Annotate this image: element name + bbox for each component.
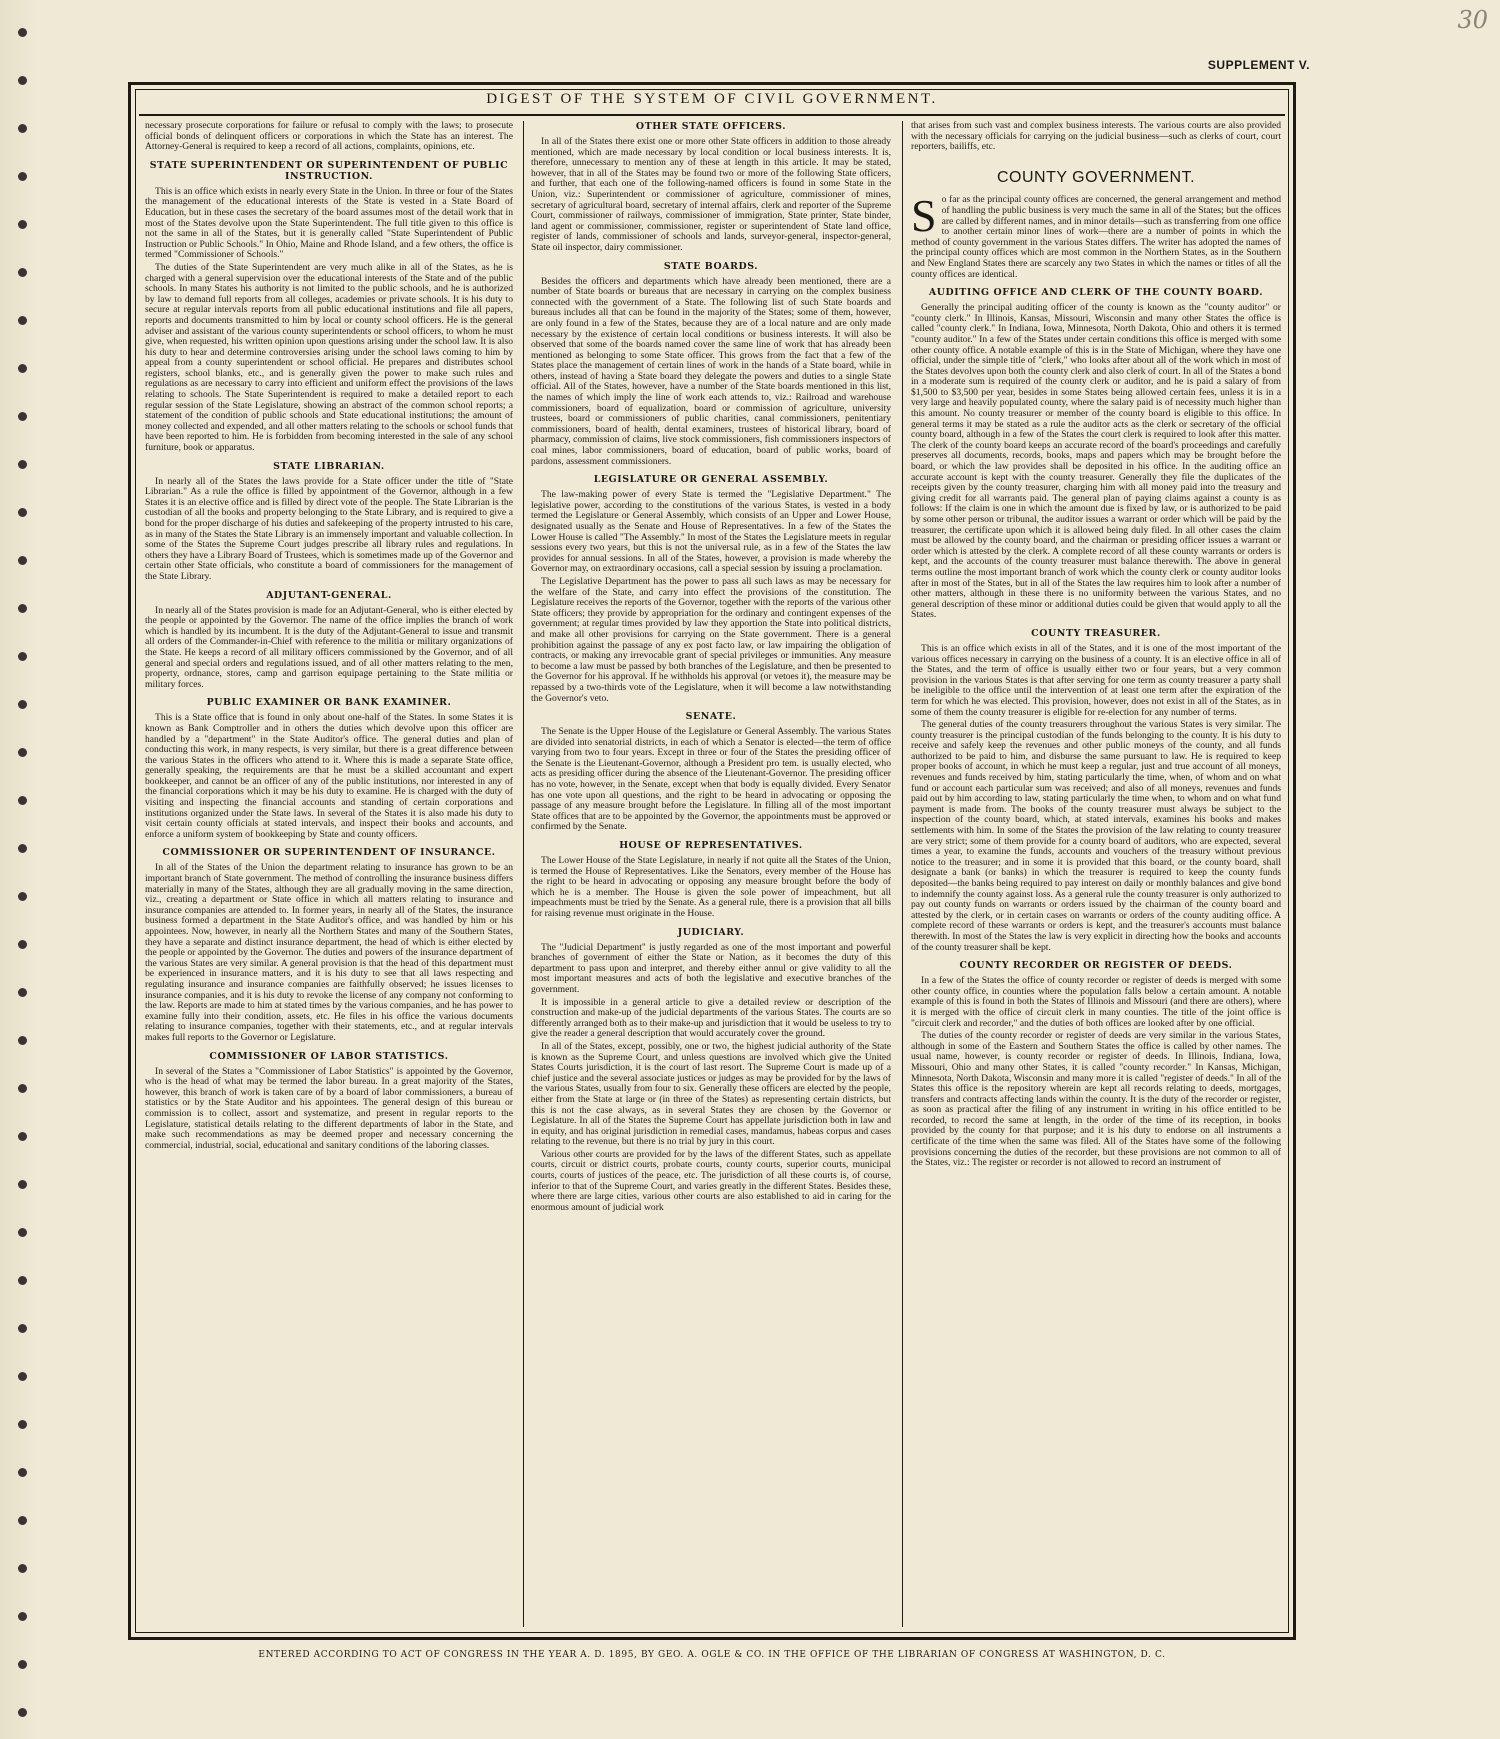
- county-intro-paragraph: [911, 190, 1281, 280]
- column-1: [145, 121, 513, 1627]
- paragraph: Generally the principal auditing officer of the county is known as the "county auditor" or "county clerk." In Illinois, Kansas, Missouri, Wisconsin and many other States the office is called "county clerk." In Indiana, Iowa, Minnesota, North Dakota, Ohio and others it is termed "county auditor." In a few of the States under certain conditions this office is merged with some other county office. A notable example of this is in the State of Michigan, where they have one official, under the simple title of "clerk," who looks after about all of the work which in most of the States devolves upon both the county clerk and also clerk of court. In all of the States a bond in a moderate sum is required of the county clerk or auditor, and he is paid a salary of from $1,500 to $3,500 per year, besides in some States being allowed certain fees, unless it is in a very large and heavily populated county, where the salary paid is of necessity much higher than this amount. No county treasurer or member of the county board is eligible to this office. In general terms it may be stated as a rule the auditor acts as the clerk or secretary of the official county board, although in a few of the States the court clerk is required to look after this matter. The clerk of the county board keeps an accurate record of the board's proceedings and carefully preserves all documents, records, books, maps and papers which may be brought before the board, or which the law provides shall be deposited in his office. In the auditing office an accurate account is kept with the county treasurer. Generally they file the duplicates of the receipts given by the county treasurer, charging him with all money paid into the treasury and giving credit for all warrants paid. The general plan of paying claims against a county is as follows: If the claim is one in which the amount due is fixed by law, or is authorized to be paid by some other person or tribunal, the auditor issues a warrant or order which will be paid by the treasurer, the certificate upon which it is allowed being duly filed. In all other cases the claim must be allowed by the county board, and the chairman or presiding officer issues a warrant or order which is attested by the clerk. A complete record of all these county warrants or orders is kept, and the accounts of the county treasurer must balance therewith. The above in general terms outline the most important branch of work which the county clerk or county auditor looks after in most of the States, but in all of the States the law requires him to look after a number of other matters, although in these there is no uniformity between the various States, and no general description of these minor or additional duties could be given that would apply to all the States.: [911, 302, 1281, 621]
- section-heading: COUNTY TREASURER.: [1031, 627, 1161, 639]
- drop-cap: S: [911, 190, 937, 242]
- section-heading: STATE BOARDS.: [663, 260, 759, 272]
- paragraph: In all of the States of the Union the department relating to insurance has grown to be an important branch of State government. The method of controlling the insurance business differs materially in many of the States, although they are all gradually moving in the same direction, viz., creating a department or State office in which all matters relating to insurance and insurance companies are attended to. In former years, in nearly all of the States, the insurance business formed a department in the State Auditor's office, and was handled by him or his appointees. Now, however, in nearly all the Northern States and many of the Southern States, they have a separate and distinct insurance department, the head of which is either elected by the people or appointed by the Governor. The duties and powers of the insurance department of the various States are very similar. A general provision is that the head of this department must be experienced in insurance matters, and it is his duty to see that all laws respecting and regulating insurance and insurance companies are faithfully observed; he issues licenses to insurance companies, and it is his duty to revoke the license of any company not conforming to the law. Reports are made to him at stated times by the various companies, and he has power to examine fully into their condition, assets, etc. He files in his office the various documents relating to insurance companies, together with their statements, etc., and at regular intervals makes full reports to the Governor or Legislature.: [145, 862, 513, 1043]
- paragraph: This is an office which exists in all of the States, and it is one of the most important of the various offices necessary in carrying on the business of a county. It is an elective office in all of the States, and the term of office is usually either two or four years, but a very common provision in the various States is that after serving for one term as county treasurer a party shall be ineligible to the office until the intervention of at least one term after the expiration of the term for which he was elected. This provision, however, does not exist in all of the States, as in some of them the county treasurer is eligible for re-election for any number of terms.: [911, 642, 1281, 718]
- paragraph: It is impossible in a general article to give a detailed review or description of the construction and make-up of the judicial departments of the various States. The courts are so differently arranged both as to their make-up and jurisdiction that it would be useless to try to give the reader a general description that would accurately cover the ground.: [531, 996, 891, 1040]
- paragraph-text: o far as the principal county offices are concerned, the general arrangement and method of handling the public business is very much the same in all of the States; but the offices are called by different names, and in minor details—such as transferring from one office to another certain minor lines of work—there are a number of points in which the method of county government in the various States differs. The writer has adopted the names of the principal county offices which are most common in the Northern States, as in the Southern and New England States there are scarcely any two States in which the names or titles of all the county offices are identical.: [911, 194, 1281, 280]
- copyright-footer: ENTERED ACCORDING TO ACT OF CONGRESS IN THE YEAR A. D. 1895, BY GEO. A. OGLE & CO. IN THE OFFICE OF THE LIBRARIAN OF CONGRESS AT WASHINGTON, D. C.: [258, 1650, 1166, 1660]
- section-heading: PUBLIC EXAMINER OR BANK EXAMINER.: [206, 697, 452, 709]
- section-heading: COUNTY RECORDER OR REGISTER OF DEEDS.: [959, 960, 1233, 972]
- document-frame: [128, 82, 1296, 1640]
- paragraph: that arises from such vast and complex business interests. The various courts are also provided with the necessary officials for carrying on the judicial business—such as clerks of court, court reporters, bailiffs, etc.: [911, 121, 1281, 153]
- paragraph: The general duties of the county treasurers throughout the various States is very similar. The county treasurer is the principal custodian of the funds belonging to the county. It is his duty to receive and safely keep the revenues and other public moneys of the county, and all funds authorized to be paid to him, and disburse the same pursuant to law. He is required to keep proper books of account, in which he must keep a regular, just and true account of all moneys, revenues and funds received by him, stating particularly the time, when, of whom and on what fund or account each particular sum was received; and also of all moneys, revenues and funds paid out by him according to law, stating particularly the time when, to whom and on what fund payment is made from. The books of the county treasurer must always be subject to the inspection of the county board, which, at stated intervals, examines his books and makes settlements with him. In some of the States the provision of the law relating to county treasurer are very strict; some of them provide for a county board of auditors, who are expected, several times a year, to examine the funds, accounts and vouchers of the treasury without previous notice to the treasurer; and in some it is provided that this board, or the county board, shall designate a bank (or banks) in which the treasurer is required to keep the county funds deposited—the banks being required to pay interest on daily or monthly balances and give bond to indemnify the county against loss. As a general rule the county treasurer is only authorized to pay out county funds on warrants or orders issued by the chairman of the county board and attested by the clerk, or in certain cases on warrants or orders of the county auditing office. A complete record of these warrants or orders is kept, and the treasurer's accounts must balance therewith. In most of the States the law is very explicit in directing how the books and accounts of the county treasurer shall be kept.: [911, 719, 1281, 953]
- section-heading: HOUSE OF REPRESENTATIVES.: [619, 840, 803, 852]
- paragraph: In all of the States there exist one or more other State officers in addition to those already mentioned, which are made necessary by local condition or local business interests. It is, therefore, unnecessary to mention any of these at length in this article. It may be stated, however, that in all of the States may be found two or more of the following State officers, and further, that each one of the following-named officers is found in some State in the Union, viz.: Superintendent or commissioner of agriculture, commissioner of mines, secretary of agricultural board, secretary of internal affairs, clerk and reporter of the Supreme Court, commissioner of railways, commissioner of immigration, State printer, State binder, land agent or commissioner, commissioner, register or superintendent of State land office, register of lands, commissioner of schools and lands, surveyor-general, inspector-general, State oil inspector, dairy commissioner.: [531, 136, 891, 253]
- column-divider: [523, 121, 524, 1627]
- column-divider: [902, 121, 903, 1627]
- section-heading: COMMISSIONER OR SUPERINTENDENT OF INSURANCE.: [162, 847, 496, 859]
- paragraph: necessary prosecute corporations for failure or refusal to comply with the laws; to prosecute official bonds of delinquent officers or corporations in which the State has an interest. The Attorney-General is required to keep a record of all actions, complaints, opinions, etc.: [145, 121, 513, 153]
- section-heading: JUDICIARY.: [677, 926, 745, 938]
- section-heading: SENATE.: [685, 711, 737, 723]
- column-3: [911, 121, 1281, 1627]
- paragraph: This is a State office that is found in only about one-half of the States. In some States it is known as Bank Comptroller and in others the duties which devolve upon this officer are handled by a "department" in the State Auditor's office. The general duties and plan of conducting this work, in many respects, is very similar, but there is a great difference between the various States in the officers who attend to it. Where this is made a separate State office, generally speaking, the requirements are that he must be a skilled accountant and expert bookkeeper, and cannot be an officer of any of the public institutions, nor interested in any of the financial corporations which it may be his duty to examine. He is charged with the duty of visiting and inspecting the financial accounts and standing of certain corporations and institutions organized under the State laws. In several of the States it is also made his duty to visit certain county officials at stated intervals, and inspect their books and accounts, and enforce a uniform system of bookkeeping by State and county officers.: [145, 712, 513, 840]
- paragraph: The duties of the State Superintendent are very much alike in all of the States, as he is charged with a general supervision over the educational interests of the State and of the public schools. In many States his authority is not limited to the public schools, and he is authorized by law to demand full reports from all colleges, academies or private schools. It is his duty to secure at regular intervals reports from all public educational institutions and file all papers, reports and documents transmitted to him by local or county school officers. He is the general adviser and assistant of the various county superintendents or school officers, to whom he must give, when requested, his written opinion upon questions arising under the school law. It is also his duty to hear and determine controversies arising under the school laws coming to him by appeal from a county superintendent or school official. He prepares and distributes school registers, school blanks, etc., and is generally given the power to make such rules and regulations as are necessary to carry into efficient and uniform effect the provisions of the laws relating to schools. The State Superintendent is required to make a detailed report to each regular session of the State Legislature, showing an abstract of the common school reports; a statement of the condition of public schools and State educational institutions; the amount of money collected and expended, and all other matters relating to the schools or school funds that have been reported to him. He is forbidden from becoming interested in the sale of any school furniture, book or apparatus.: [145, 261, 513, 454]
- section-heading: LEGISLATURE OR GENERAL ASSEMBLY.: [593, 474, 829, 486]
- paragraph: The Lower House of the State Legislature, in nearly if not quite all the States of the Union, is termed the House of Representatives. Like the Senators, every member of the House has the right to be heard in advocating or opposing any measure brought before the body of which he is a member. The House is given the sole power of impeachment, but all impeachments must be tried by the Senate. As a general rule, there is a provision that all bills for raising revenue must originate in the House.: [531, 855, 891, 919]
- paragraph: Besides the officers and departments which have already been mentioned, there are a number of State boards or bureaus that are necessary in carrying on the complex business connected with the government of a State. The following list of such State boards and bureaus includes all that can be found in the majority of the States; some of them, however, are only found in a few of the States, because they are of a local nature and are only made necessary by the existence of certain local conditions or business interests. It will also be observed that some of the boards named cover the same line of work that has already been mentioned as belonging to some State officer. This grows from the fact that a few of the States place the management of certain lines of work in the hands of a State board, while in others, instead of having a State board they delegate the powers and duties to a single State official. All of the States, however, have a number of the State boards mentioned in this list, the names of which imply the line of work each attends to, viz.: Railroad and warehouse commissioners, board of equalization, board or commission of agriculture, university trustees, board or commissioners of public charities, canal commissioners, penitentiary commissioners, board of health, dental examiners, trustees of historical library, board of pharmacy, commission of claims, live stock commissioners, fish commissioners inspectors of coal mines, labor commissioners, board of education, board of public works, board of pardons, assessment commissioners.: [531, 275, 891, 467]
- section-heading: STATE SUPERINTENDENT OR SUPERINTENDENT OF PUBLIC INSTRUCTION.: [149, 159, 509, 182]
- paragraph: In nearly all of the States provision is made for an Adjutant-General, who is either elected by the people or appointed by the Governor. The name of the office implies the branch of work which is handled by its incumbent. It is the duty of the Adjutant-General to issue and transmit all orders of the Commander-in-Chief with reference to the militia or military organizations of the State. He keeps a record of all military officers commissioned by the Governor, and of all general and special orders and regulations issued, and of all other matters relating to the men, property, ordnance, stores, camp and garrison equipage pertaining to the State militia or military forces.: [145, 604, 513, 690]
- paragraph: The Senate is the Upper House of the Legislature or General Assembly. The various States are divided into senatorial districts, in each of which a Senator is elected—the term of office varying from two to four years. Except in three or four of the States the presiding officer of the Senate is the Lieutenant-Governor, although a President pro tem. is usually elected, who acts as presiding officer during the absence of the Lieutenant-Governor. The presiding officer has no vote, however, in the Senate, except when that body is equally divided. Every Senator has one vote upon all questions, and the right to be heard in advocating or opposing the passage of any measure brought before the Legislature. In filling all of the most important State offices that are to be appointed by the Governor, the appointments must be approved or confirmed by the Senate.: [531, 726, 891, 833]
- section-heading: AUDITING OFFICE AND CLERK OF THE COUNTY BOARD.: [928, 287, 1264, 299]
- paragraph: The Legislative Department has the power to pass all such laws as may be necessary for the welfare of the State, and carry into effect the provisions of the constitution. The Legislature receives the reports of the Governor, together with the reports of the various other State officers; they provide by appropriation for the ordinary and contingent expenses of the government; at regular times provided by law they apportion the State into political districts, and make all other provisions for carrying on the State government. There is a general prohibition against the passage of any ex post facto law, or law impairing the obligation of contracts, or making any irrevocable grant of special privileges or immunities. Any measure to become a law must be passed by both branches of the Legislature, and then be presented to the Governor for his approval. If he withholds his approval (or vetoes it), the measure may be repassed by a two-thirds vote of the Legislature, when it will become a law notwithstanding the Governor's veto.: [531, 575, 891, 704]
- section-heading: STATE LIBRARIAN.: [273, 460, 385, 472]
- paragraph: The duties of the county recorder or register of deeds are very similar in the various States, although in some of the Eastern and Southern States the office is called by other names. The usual name, however, is county recorder or register of deeds. In Illinois, Indiana, Iowa, Missouri, Ohio and many other States, it is called "county recorder." In Kansas, Michigan, Minnesota, North Dakota, Wisconsin and many more it is called "register of deeds." In all of the States this office is the repository wherein are kept all records relating to deeds, mortgages, transfers and contracts affecting lands within the county. It is the duty of the recorder or register, as soon as practical after the filing of any instrument in writing in his office entitled to be recorded, to record the same at length, in the order of the time of its reception, in books provided by the county for that purpose; and it is his duty to endorse on all instruments a certificate of the time when the same was filed. All of the States have some of the following provisions concerning the duties of the recorder, but these provisions are not common to all of the States, viz.: The register or recorder is not allowed to record an instrument of: [911, 1030, 1281, 1169]
- paragraph: The "Judicial Department" is justly regarded as one of the most important and powerful branches of government of either the State or Nation, as it becomes the duty of this department to pass upon and interpret, and thereby either annul or give validity to all the most important measures and acts of both the legislative and executive branches of the government.: [531, 941, 891, 995]
- paragraph: The law-making power of every State is termed the "Legislative Department." The legislative power, according to the constitutions of the various States, is vested in a body termed the Legislature or General Assembly, which consists of an Upper and Lower House, designated usually as the Senate and House of Representatives. In a few of the States the Lower House is called "The Assembly." In most of the States the Legislature meets in regular sessions every two years, but this is not the universal rule, as in a few of the States the law provides for annual sessions. In all of the States, however, a provision is made whereby the Governor may, on extraordinary occasions, call a special session by issuing a proclamation.: [531, 489, 891, 575]
- paragraph: In all of the States, except, possibly, one or two, the highest judicial authority of the State is known as the Supreme Court, and unless questions are involved which give the United States Courts jurisdiction, it is the court of last resort. The Supreme Court is made up of a chief justice and the several associate justices or judges as may be provided for by the laws of the various States, usually from four to six. Generally these officers are elected by the people, either from the State at large or (in three of the States) as representing certain districts, but this is not the case always, as in several States they are chosen by the Governor or Legislature. In all of the States the Supreme Court has appellate jurisdiction both in law and in equity, and has original jurisdiction in remedial cases, mandamus, habeas corpus and cases relating to the revenue, but there is no trial by jury in this court.: [531, 1040, 891, 1148]
- section-heading: OTHER STATE OFFICERS.: [635, 121, 787, 132]
- paragraph: This is an office which exists in nearly every State in the Union. In three or four of the States the management of the educational interests of the State is vested in a State Board of Education, but in these cases the secretary of the board assumes most of the detail work that in most of the States devolve upon the State Superintendent. The full title given to this office is not the same in all of the States, but it is generally called "State Superintendent of Public Instruction or Public Schools." In Ohio, Maine and Rhode Island, and a few others, the office is termed "Commissioner of Schools.": [145, 185, 513, 261]
- supplement-label: SUPPLEMENT V.: [1207, 58, 1310, 72]
- binding-strip: [0, 0, 38, 1739]
- page-title: DIGEST OF THE SYSTEM OF CIVIL GOVERNMENT.: [486, 91, 938, 107]
- section-heading: COMMISSIONER OF LABOR STATISTICS.: [209, 1050, 449, 1062]
- paragraph: In nearly all of the States the laws provide for a State officer under the title of "State Librarian." As a rule the office is filled by appointment of the Governor, although in a few States it is an elective office and is filled by direct vote of the people. The State Librarian is the custodian of all the books and property belonging to the State Library, and is required to give a bond for the proper discharge of his duties and safekeeping of the property intrusted to his care, as in many of the States the State Library is an immensely important and valuable collection. In some of the States the Supreme Court judges prescribe all library rules and regulations. In others they have a Library Board of Trustees, which is sometimes made up of the Governor and certain other State officials, who constitute a board of commissioners for the management of the State Library.: [145, 475, 513, 582]
- paragraph: Various other courts are provided for by the laws of the different States, such as appellate courts, circuit or district courts, probate courts, county courts, superior courts, municipal courts, courts of justices of the peace, etc. The jurisdiction of all these courts is, of course, inferior to that of the Supreme Court, and varies greatly in the different States. Besides these, where there are large cities, various other courts are also established to aid in caring for the enormous amount of judicial work: [531, 1148, 891, 1213]
- title-rule: [139, 114, 1285, 116]
- county-government-heading: COUNTY GOVERNMENT.: [996, 168, 1196, 186]
- paragraph: In several of the States a "Commissioner of Labor Statistics" is appointed by the Governor, who is the head of what may be termed the labor bureau. In a great majority of the States, however, this branch of work is taken care of by a board of labor commissioners, a bureau of statistics or by the State Auditor and his appointees. The general design of this bureau or commission is to collect, assort and systematize, and present in regular reports to the Legislature, statistical details relating to the different departments of labor in the State, and make such recommendations as may be deemed proper and necessary concerning the commercial, industrial, social, educational and sanitary conditions of the laboring classes.: [145, 1065, 513, 1151]
- paragraph: In a few of the States the office of county recorder or register of deeds is merged with some other county office, in counties where the population falls below a certain amount. A notable example of this is found in both the States of Illinois and Missouri (and there are others), where it is merged with the office of circuit clerk in many counties. The title of the joint office is "circuit clerk and recorder," and the duties of both offices are looked after by one official.: [911, 975, 1281, 1029]
- section-heading: ADJUTANT-GENERAL.: [266, 589, 392, 601]
- page-number: 30: [1457, 6, 1488, 34]
- column-2: [531, 121, 891, 1627]
